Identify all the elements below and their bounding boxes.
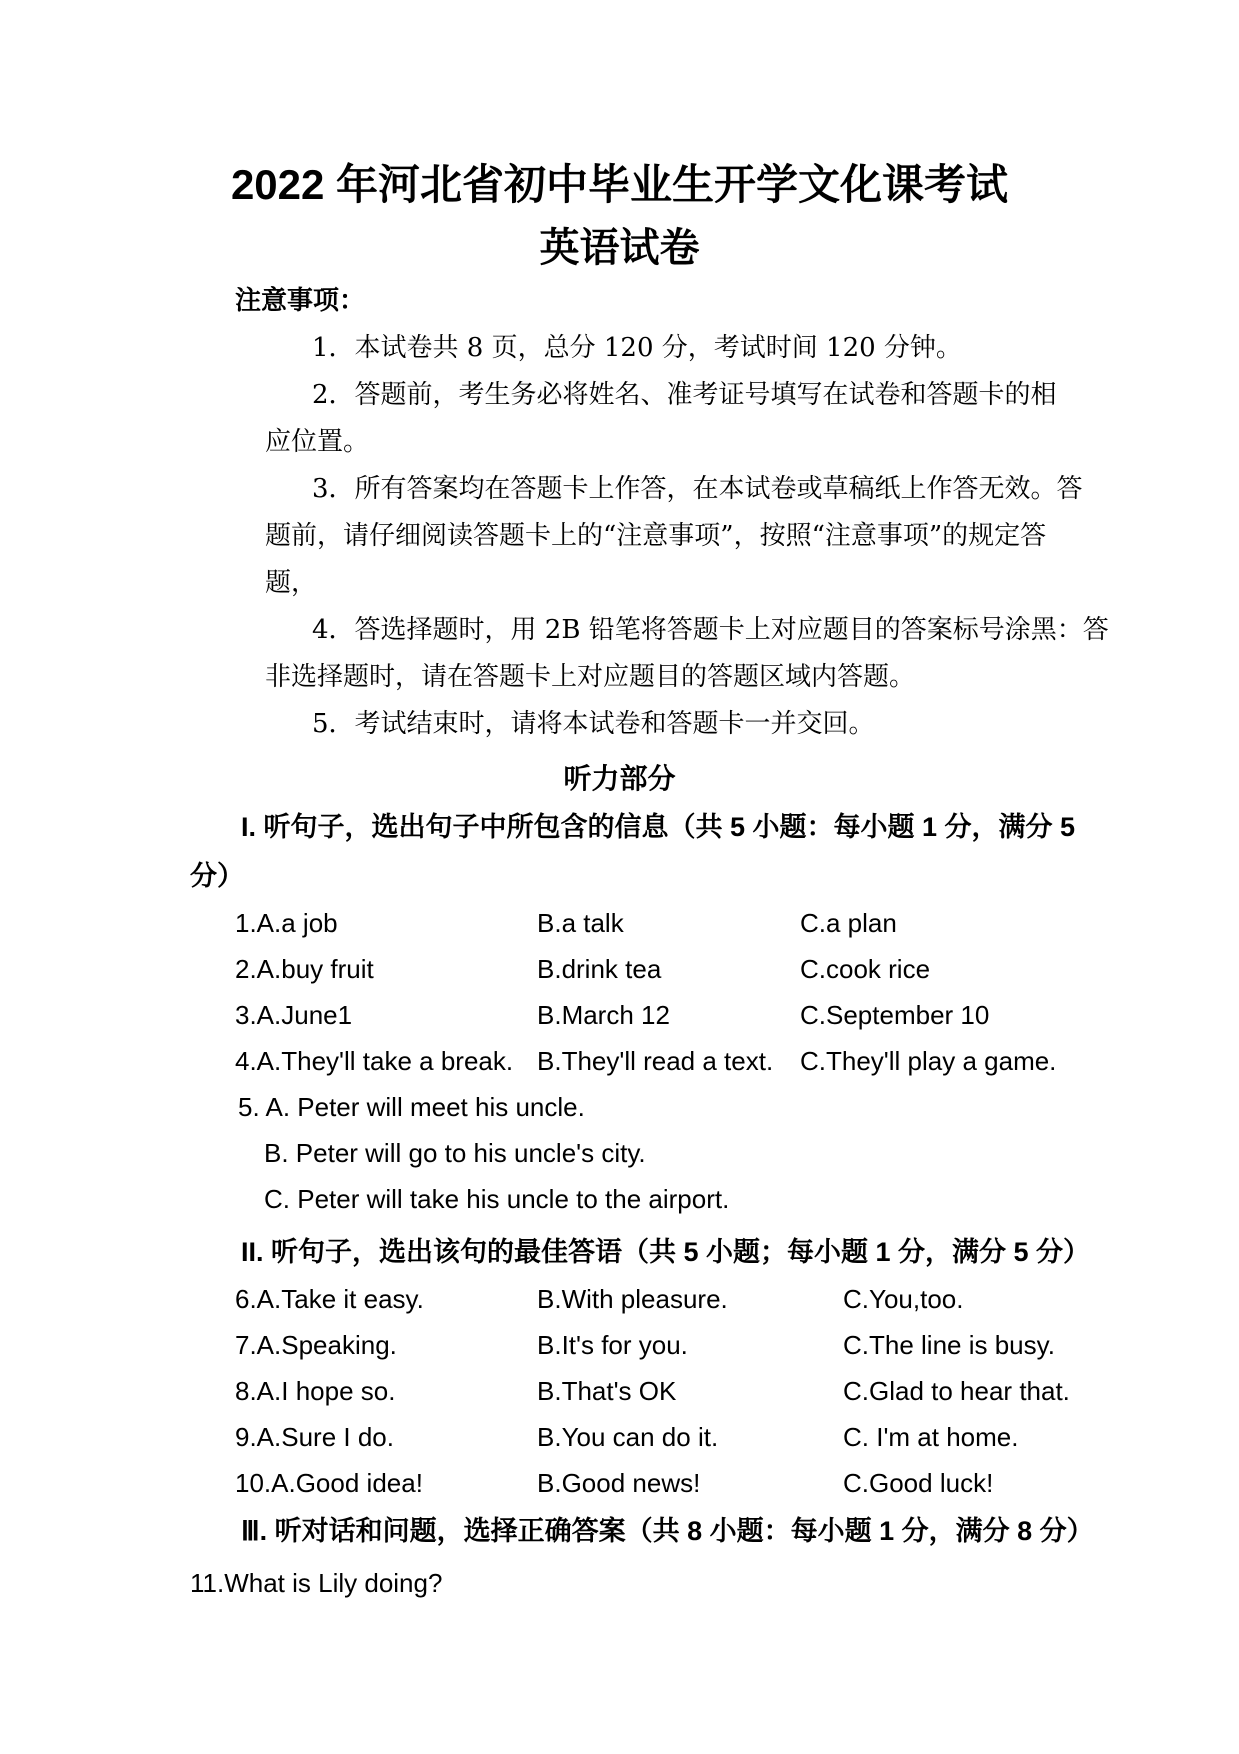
notice-item-3-line-2: 题前，请仔细阅读答题卡上的“注意事项”，按照“注意事项”的规定答 [265, 521, 1047, 551]
question-1-row [0, 900, 1239, 946]
part1-heading-line-2: 分） [190, 861, 244, 891]
question-6-option-b: B.With pleasure. [537, 1284, 728, 1314]
question-10-row [0, 1460, 1239, 1506]
part1-heading-line-1: I. 听句子，选出句子中所包含的信息（共 5 小题：每小题 1 分，满分 5 [241, 812, 1076, 842]
question-7-row [0, 1322, 1239, 1368]
question-8-option-c: C.Glad to hear that. [843, 1376, 1070, 1406]
question-1-option-c: C.a plan [800, 908, 897, 938]
part2-heading: II. 听句子，选出该句的最佳答语（共 5 小题；每小题 1 分，满分 5 分） [241, 1237, 1091, 1267]
question-3-option-a: 3.A.June1 [235, 1000, 353, 1030]
question-10-option-b: B.Good news! [537, 1468, 701, 1498]
question-9-option-b: B.You can do it. [537, 1422, 719, 1452]
notice-heading: 注意事项： [235, 286, 366, 316]
question-4-option-c: C.They'll play a game. [800, 1046, 1057, 1076]
page-subtitle: 英语试卷 [539, 226, 700, 270]
question-11-text: 11.What is Lily doing? [190, 1568, 443, 1598]
question-6-option-c: C.You,too. [843, 1284, 964, 1314]
question-3-option-c: C.September 10 [800, 1000, 990, 1030]
listening-section-title: 听力部分 [563, 763, 676, 794]
question-3-row [0, 992, 1239, 1038]
question-5-option-c: C. Peter will take his uncle to the airport. [264, 1184, 730, 1214]
question-2-row [0, 946, 1239, 992]
notice-item-4-line-2: 非选择题时，请在答题卡上对应题目的答题区域内答题。 [265, 662, 916, 692]
question-10-option-c: C.Good luck! [843, 1468, 994, 1498]
question-1-option-b: B.a talk [537, 908, 624, 938]
notice-item-4-line-1: 4．答选择题时，用 2B 铅笔将答题卡上对应题目的答案标号涂黑：答 [312, 615, 1109, 645]
notice-item-3-line-3: 题， [265, 568, 318, 598]
question-4-option-a: 4.A.They'll take a break. [235, 1046, 514, 1076]
question-2-option-c: C.cook rice [800, 954, 931, 984]
question-10-option-a: 10.A.Good idea! [235, 1468, 423, 1498]
question-4-option-b: B.They'll read a text. [537, 1046, 774, 1076]
question-9-row [0, 1414, 1239, 1460]
question-1-option-a: 1.A.a job [235, 908, 338, 938]
question-8-option-a: 8.A.I hope so. [235, 1376, 396, 1406]
question-6-option-a: 6.A.Take it easy. [235, 1284, 424, 1314]
question-8-option-b: B.That's OK [537, 1376, 677, 1406]
question-5-option-b: B. Peter will go to his uncle's city. [264, 1138, 646, 1168]
question-6-row [0, 1276, 1239, 1322]
question-2-option-b: B.drink tea [537, 954, 662, 984]
question-2-option-a: 2.A.buy fruit [235, 954, 374, 984]
question-7-option-c: C.The line is busy. [843, 1330, 1055, 1360]
question-7-option-a: 7.A.Speaking. [235, 1330, 397, 1360]
notice-item-3-line-1: 3．所有答案均在答题卡上作答，在本试卷或草稿纸上作答无效。答 [312, 474, 1083, 504]
notice-item-5: 5．考试结束时，请将本试卷和答题卡一并交回。 [312, 709, 875, 739]
question-7-option-b: B.It's for you. [537, 1330, 688, 1360]
question-8-row [0, 1368, 1239, 1414]
question-9-option-c: C. I'm at home. [843, 1422, 1019, 1452]
question-3-option-b: B.March 12 [537, 1000, 670, 1030]
part3-heading: Ⅲ. 听对话和问题，选择正确答案（共 8 小题：每小题 1 分，满分 8 分） [241, 1516, 1094, 1546]
notice-item-2-line-1: 2．答题前，考生务必将姓名、准考证号填写在试卷和答题卡的相 [312, 380, 1057, 410]
notice-item-1: 1．本试卷共 8 页，总分 120 分，考试时间 120 分钟。 [312, 333, 962, 363]
question-4-row [0, 1038, 1239, 1084]
page-title: 2022 年河北省初中毕业生开学文化课考试 [230, 161, 1009, 208]
notice-item-2-line-2: 应位置。 [265, 427, 370, 457]
question-9-option-a: 9.A.Sure I do. [235, 1422, 394, 1452]
question-5-option-a: 5. A. Peter will meet his uncle. [238, 1092, 585, 1122]
